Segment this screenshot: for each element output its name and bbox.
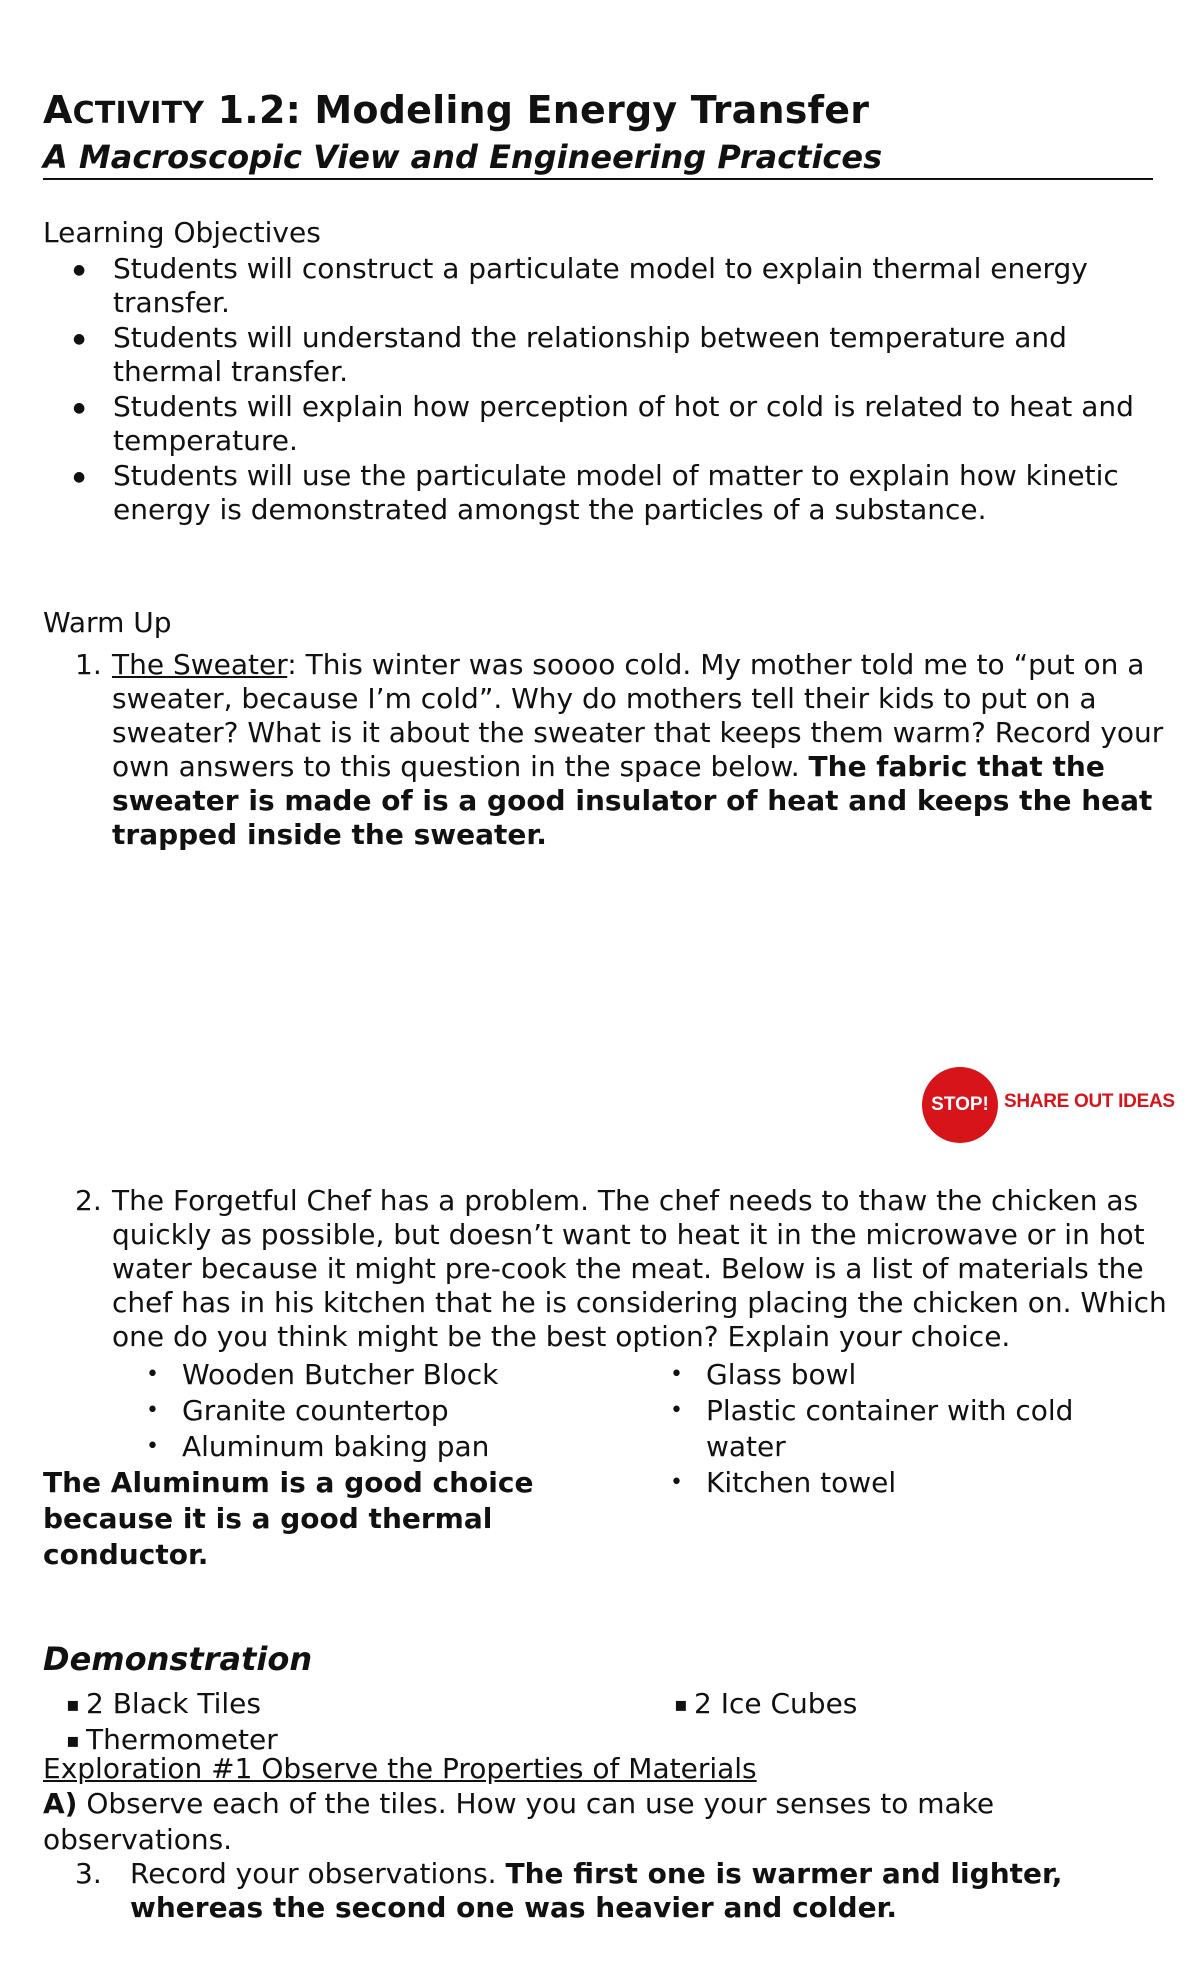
- question-label: The Sweater: [112, 648, 288, 681]
- demo-material-item: ▪ 2 Black Tiles: [56, 1686, 616, 1722]
- question-answer: The first one is warmer and lighter, whereas the second one was heavier and colder.: [130, 1857, 1063, 1924]
- question-number: 1.: [75, 648, 102, 681]
- stop-sign-icon: STOP!: [922, 1067, 998, 1143]
- stop-share-badge: [922, 1067, 1200, 1147]
- part-a-label: A): [43, 1787, 78, 1820]
- question-3: [43, 1857, 1173, 1925]
- materials-list-left: [142, 1357, 662, 1465]
- material-item: • Plastic container with cold water: [666, 1393, 1106, 1465]
- page-subtitle: A Macroscopic View and Engineering Practices: [43, 138, 1153, 180]
- demo-materials-right: [664, 1686, 1104, 1722]
- material-item: • Wooden Butcher Block: [142, 1357, 662, 1393]
- demo-materials-left: [56, 1686, 616, 1758]
- objective-item: ● Students will understand the relationship between temperature and thermal transfer.: [43, 321, 1173, 389]
- demonstration-heading: Demonstration: [43, 1640, 313, 1678]
- material-item: • Aluminum baking pan: [142, 1429, 662, 1465]
- share-out-label: SHARE OUT IDEAS: [1004, 1091, 1175, 1112]
- part-a-text: Observe each of the tiles. How you can use your senses to make observations.: [43, 1787, 995, 1856]
- question-answer: The fabric that the sweater is made of is a good insulator of heat and keeps the heat trapped inside the sweater.: [112, 750, 1153, 851]
- warmup-heading: Warm Up: [43, 606, 172, 639]
- title-initial: A: [43, 88, 73, 132]
- title-smallcaps: CTIVITY: [72, 96, 205, 131]
- demo-material-item: ▪ 2 Ice Cubes: [664, 1686, 1104, 1722]
- objective-item: ● Students will construct a particulate model to explain thermal energy transfer.: [43, 252, 1173, 320]
- question-number: 3.: [75, 1857, 102, 1890]
- question-text: : This winter was soooo cold. My mother told me to “put on a sweater, because I’m cold”. Why do mothers tell their kids to put on a sweater? What is it about the sweater that keeps them warm? Record your own answers to this question in the space below.: [112, 648, 1164, 783]
- demo-material-item: ▪ Thermometer: [56, 1722, 616, 1758]
- part-a: [43, 1786, 1173, 1858]
- material-item: • Kitchen towel: [666, 1465, 1106, 1501]
- objective-item: ● Students will use the particulate model of matter to explain how kinetic energy is demonstrated amongst the particles of a substance.: [43, 459, 1173, 527]
- question-answer: The Aluminum is a good choice because it is a good thermal conductor.: [43, 1466, 534, 1571]
- objectives-heading: Learning Objectives: [43, 216, 321, 249]
- objectives-list: [43, 252, 1173, 528]
- material-item: • Glass bowl: [666, 1357, 1106, 1393]
- question-body: [112, 648, 1173, 852]
- materials-list-right: [666, 1357, 1106, 1501]
- question-number: 2.: [75, 1184, 102, 1217]
- question-2: [43, 1184, 1173, 1354]
- question-text: The Forgetful Chef has a problem. The chef needs to thaw the chicken as quickly as possible, but doesn’t want to heat it in the microwave or in hot water because it might pre-cook the meat. Below is a list of materials the chef has in his kitchen that he is considering placing the chicken on. Which one do you think might be the best option? Explain your choice.: [112, 1184, 1167, 1353]
- material-item: • Granite countertop: [142, 1393, 662, 1429]
- objective-item: ● Students will explain how perception of hot or cold is related to heat and temperature.: [43, 390, 1173, 458]
- question-text: Record your observations.: [130, 1857, 506, 1890]
- exploration-title: Exploration #1 Observe the Properties of Materials: [43, 1752, 757, 1785]
- page-title: [43, 88, 869, 132]
- question-body: [130, 1857, 1173, 1925]
- title-rest: 1.2: Modeling Energy Transfer: [204, 88, 870, 132]
- question-1: [43, 648, 1173, 852]
